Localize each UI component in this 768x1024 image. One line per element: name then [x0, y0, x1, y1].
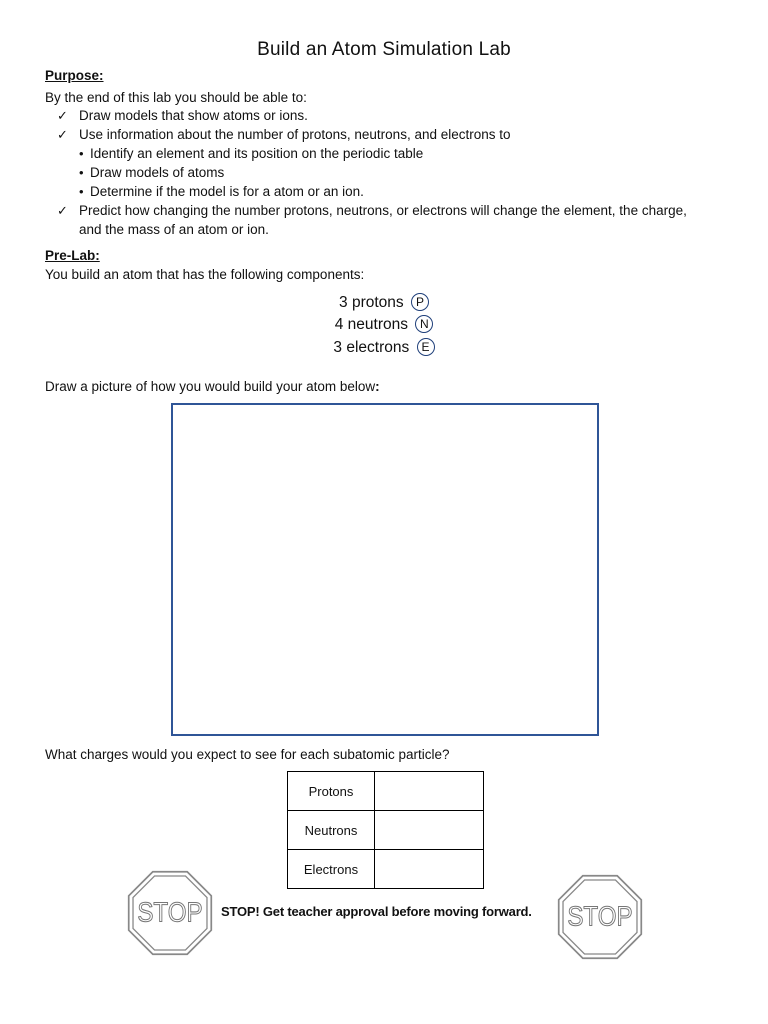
prelab-heading: Pre-Lab:: [45, 248, 100, 263]
protons-charge-cell[interactable]: [375, 772, 484, 811]
stop-sign-left-icon: [127, 870, 213, 961]
draw-prompt: Draw a picture of how you would build your atom below:: [45, 379, 380, 394]
check-icon: ✓: [57, 203, 68, 218]
electron-symbol-icon: E: [417, 338, 435, 356]
check-item: ✓ Draw models that show atoms or ions.: [57, 108, 308, 123]
table-row: [288, 850, 484, 889]
bullet-icon: •: [79, 165, 84, 180]
component-protons: 3 protons P: [0, 292, 768, 314]
stop-sign-text: STOP: [137, 896, 203, 928]
atom-drawing-area[interactable]: [171, 403, 599, 736]
table-cell-label: Neutrons: [288, 811, 375, 850]
prelab-intro: You build an atom that has the following components:: [45, 267, 365, 282]
check-item-continued: and the mass of an atom or ion.: [79, 222, 269, 237]
charges-question: What charges would you expect to see for each subatomic particle?: [45, 747, 450, 762]
neutron-symbol-icon: N: [415, 315, 433, 333]
stop-sign-text: STOP: [567, 900, 633, 932]
neutrons-charge-cell[interactable]: [375, 811, 484, 850]
component-electrons: 3 electrons E: [0, 337, 768, 359]
table-row: [288, 811, 484, 850]
table-row: [288, 772, 484, 811]
purpose-intro: By the end of this lab you should be able to:: [45, 90, 307, 105]
bullet-item: • Determine if the model is for a atom or an ion.: [79, 184, 364, 199]
check-item: ✓ Predict how changing the number protons, neutrons, or electrons will change the element, the charge,: [57, 203, 687, 218]
stop-message: STOP! Get teacher approval before moving forward.: [221, 904, 532, 919]
table-cell-label: Electrons: [288, 850, 375, 889]
bullet-item: • Identify an element and its position on the periodic table: [79, 146, 424, 161]
check-item: ✓ Use information about the number of protons, neutrons, and electrons to: [57, 127, 511, 142]
proton-symbol-icon: P: [411, 293, 429, 311]
stop-sign-right-icon: [557, 874, 643, 965]
bullet-icon: •: [79, 146, 84, 161]
page-title: Build an Atom Simulation Lab: [257, 39, 511, 60]
electrons-charge-cell[interactable]: [375, 850, 484, 889]
check-icon: ✓: [57, 127, 68, 142]
charges-table: [287, 771, 484, 889]
check-icon: ✓: [57, 108, 68, 123]
purpose-heading: Purpose:: [45, 68, 104, 83]
component-neutrons: 4 neutrons N: [0, 314, 768, 336]
bullet-icon: •: [79, 184, 84, 199]
bullet-item: • Draw models of atoms: [79, 165, 225, 180]
table-cell-label: Protons: [288, 772, 375, 811]
